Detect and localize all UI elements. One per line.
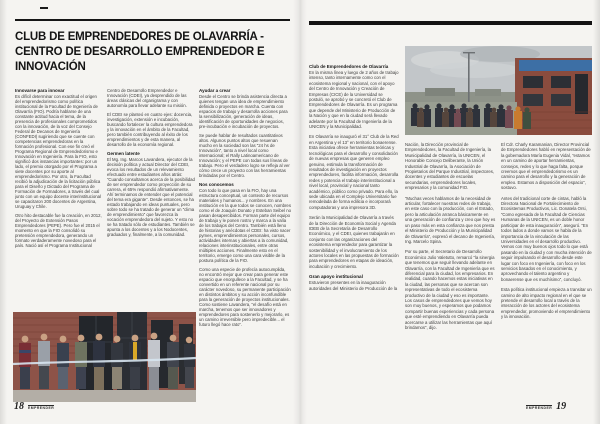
right-column-1 (309, 64, 399, 296)
body-text: Antes del tradicional corte de cintas, habló la Directora Nacional de Fortalecimiento de Ecosistemas Productivos, Lic. Donatela Orsi, “Como egresada de la Facultad de Ciencias Humanas de la UNICEN, es un doble honor participar de esta inauguración”, aseguró. “En todos lados a donde vamos se habla de la importancia de la vinculación de las Universidades en el desarrollo productivo. Vemos con muy buenos ojos todo lo que está pasando en la ciudad y con mucha intención de seguir impulsando el desarrollo desde este lugar con foco en Ingeniería, con foco en los servicios basados en el conocimiento, y aprovechando el talento argentino y bonaerense que es muchísimo”, concluyó. (501, 195, 592, 282)
body-text: Serán la Municipalidad de Olavarría a través de la Dirección de Economía Social y Agenda IDEB de la Secretaría de Desarrollo Económico, y el CDEI, quienes trabajarán en conjunto con las organizaciones del ecosistema emprendedor para garantizar la sostenibilidad y el involucramiento de los actores locales en las propuestas de formación para emprendedores en etapas de ideación, incubación y crecimiento. (309, 215, 399, 269)
magazine-logo: EMPRENDER (28, 406, 55, 411)
left-column-2 (107, 88, 195, 241)
body-text: Con todo lo que pasa en la FIO, hay una estructura conceptual, un contexto de recursos materiales y humanos... y nombres. En una institución en la que todos se conocen, nombres como el de Joaquín Donato y Esteban Seibel no pasan desapercibidos. Forman parte del equipo de trabajo y le ponen rostro y marca a la valía de los trabajos del Centro. También está lleno de historias y anécdotas el CDEI: ha visto nacer pymes, emprendimientos personales, cursos, actividades internas y abiertas a la comunidad, relaciones interinstitucionales, entre otras múltiples acciones. Finalmente esto en el territorio, emerge como una cara visible de la postura política de la FIO. (199, 188, 291, 263)
body-text: Otro hito destacable fue la creación, en 2012, del Proyecto de Extensión Pasos Emprendedores (PEPE). Pero fue el 2015 el momento en que la FIO consolidó su pretensión emprendedora, generando un formato verdaderamente novedoso para el país. Nació así el Programa Institucional (15, 213, 102, 248)
body-text: Estuvieron presentes en la inauguración autoridades del Ministerio de Producción de la (309, 280, 398, 291)
left-column-1 (15, 88, 103, 252)
body-text: El Mg. Ing. Marcos Lavandera, ejecutor de la decisión política y actual Director del CDEI, evoca los resultados de un relevamiento efectuado entre estudiantes años atrás: “Cuando consultamos acerca de la posibilidad de ser emprendedor como proyección de su carrera, el 65% respondió afirmativamente. Ahí terminamos de entender que el potencial del tema era gigante”. Desde entonces, se ha estado trabajando en ideas puntuales, pero sobre todo se ha tratado de generar un “clima de emprendimiento” que favorezca la vocación emprendedora del sujeto. Y esto no se ha tratado sólo de estudiantes. También se apunta a los docentes y a los Nodocentes, graduados y, finalmente, a la comunidad. (107, 157, 195, 237)
ribbon-cutting-photo (13, 312, 196, 402)
right-column-3 (501, 142, 592, 325)
section-heading: Germen latente (107, 151, 140, 156)
body-text: Es difícil determinar con exactitud el origen del emprendedorismo como política institucional de la Facultad de Ingeniería de Olavarría (FIO). Podría hablarse de una constante actitud hacia el tema, de la presencia de profesionales comprometidos con la innovación, de la voz del Consejo Federal de Decanos de Ingeniería (CONFEDI) sugiriendo que se cuente con competencias emprendedoras en la formación profesional. Con ese fin creó el Programa Regional de Emprendedorismo e Innovación en Ingeniería. Para la FIO, esto significó dos instancias importantes: por un lado, el premio otorgado por el Programa a siete docentes por su aporte al emprendedorismo. Por otro, la Facultad recibió la adjudicación de la licitación pública para el Diseño y Dictado del Programa de Formación de Formadores, a través del cual junto con un equipo docente interinstitucional se capacitaron 200 docentes de Argentina, Uruguay y Chile. (15, 94, 101, 209)
body-text: En la misma línea y luego de 2 años de trabajo intenso, tanto internamente como con el ecosistema regional y nacional, con el apoyo del Centro de Innovación y Creación de Empresas (CICE) de la Universidad se postuló, se aprobó y se concretó el Club de Emprendedores de Olavarría. Es un programa que depende del Ministerio de Producción de la Nación y que en la ciudad será llevado adelante por la Facultad de Ingeniería de la UNICEN y la Municipalidad. (309, 70, 399, 130)
top-bar (309, 21, 592, 25)
body-text: El Cdr. Charly Karamanian, Director Provincial de Emprendedores habló en representación de la gobernadora María Eugenia Vidal, “estamos en un camino de aportar herramientas, consejos, redes y lo que haga falta, porque creemos que el emprendedorismo es un camino para el desarrollo y la generación de empleo. Estamos a disposición del espacio”, sostuvo. (501, 142, 591, 191)
body-text: Por su parte, el Secretario de Desarrollo Económico Julio Valetutto, remarcó “la sinergia que tenemos que seguir llevando adelante en Olavarría, con la Facultad de Ingeniería que es diferencial para la ciudad, los empresarios. En realidad, cuando hacemos estas iniciativas en la ciudad, las personas que se acercan son representativas de todo el ecosistema productivo de la ciudad y eso es importante. Los casos de emprendedores que vemos hoy son muy buenos, y esperamos que podamos compartir buenas experiencias y cada persona que esté emprendiendo en Olavarría pueda acercarse a utilizar las herramientas que aquí brindamos”, dijo. (405, 249, 495, 330)
section-heading: Innovarse para innovar (15, 88, 65, 93)
top-rule (15, 19, 290, 21)
body-text: “Muchas veces hablamos de la necesidad de articular, fortalecer nuestras redes de trabajo, en este caso con la producción, con el Estado, pero la articulación arranca básicamente en una generación de confianza y creo que hoy es un paso más en esta confianza que nos presta el Ministerio de Producción y la Municipalidad de Olavarría”, expresó el decano de Ingeniería, Ing. Marcelo Spina. (405, 195, 496, 244)
body-text: Nación, la Dirección provincial de Emprendedores, la Facultad de Ingeniería, la Municipalidad de Olavarría, la UNICEN, el Honorable Concejo Deliberante, la Unión Industrial de Olavarría, la Asociación de Propietarios del Parque Industrial, inspectores, docentes y estudiantes de escuelas secundarias, emprendedores locales, empresarios y la comunidad FIO. (405, 142, 495, 191)
body-text: Desde el Centro se brinda asistencia directa a quienes tengan una idea de emprendimiento definida o proyectos en marcha. Cuenta con espacios de trabajo y desarrolla acciones para la sensibilización, generación de ideas, identificación de oportunidades de negocios, pre-incubación e incubación de proyectos. (199, 94, 288, 129)
page-number: 18 (14, 401, 24, 412)
body-text: Como una especie de profecía autocumplida, no encontró mejor que crear para generar este espacio que enorgullece a la Facultad, y se ha convertido en un referente nacional por su carácter novedoso, su permanente participación en distintos ámbitos y su acción inconfundible para la generación de proyectos institucionales. Como sostiene Lavandera, “el desafío está en marcha, tenemos que ser innovadores y emprendedores para sostenerlo y mejorarlo, es un camino irreversible pero impredecible... el futuro llegó hace rato”. (199, 267, 291, 327)
page-gutter (293, 0, 307, 424)
club-heading: Club de Emprendedores de Olavarría (309, 64, 389, 69)
magazine-logo: EMPRENDER (526, 406, 553, 411)
right-column-2 (405, 142, 496, 335)
article-title: CLUB DE EMPRENDEDORES DE OLAVARRÍA - CENTRO DE DESARROLLO EMPRENDEDOR E INNOVACIÓN (15, 31, 265, 74)
left-column-3 (199, 88, 291, 331)
page-edge-right (593, 0, 600, 424)
inauguration-crowd-photo (405, 46, 592, 135)
body-text: Esta política institucional empieza a transitar un camino de alto impacto regional en el que se pretende el desarrollo local a través de la interacción de los actores del ecosistema emprendedor, promoviendo el emprendimiento y la innovación. (501, 287, 592, 320)
body-text: El CDEI se planteó en cuatro ejes: docencia, investigación, extensión e incubación, buscando fortalecer la cultura emprendedora y la innovación en el ámbito de la Facultad, pero también contribuyendo al éxito de los emprendimientos y de esta manera, al desarrollo de la economía regional. (107, 112, 193, 147)
section-heading: Gran apoyo institucional (309, 274, 363, 280)
crop-mark (40, 7, 48, 9)
body-text: En Olavarría se inauguró el 31° Club de la Red en Argentina y el 13° en territorio bonaerense. Esta iniciativa ofrece herramientas teóricas y tecnológicas para el desarrollo y consolidación de nuevas empresas que generen empleo genuino, estimula la transformación de resultados de investigación en proyectos emprendedores, facilita información, desarrolla redes y potencia el trabajo interinstitucional a nivel local, provincial y nacional tanto académico, público como privado. Para ello, la sede ubicada en el Complejo Universitario fue remodelada de forma edilicia e incorporará computadoras y una impresora 3D. (309, 134, 399, 210)
page-footer-right (526, 402, 566, 412)
body-text: Se puede hablar de resultados cuantitativos altos. Algunos puntos altos que resuenan mucho en la sociedad son las “24 hs de Innovación”, tanto a nivel local como internacional; el Rally Latinoamericano de Innovación; y el PEPE con todas sus líneas de trabajo. Pero el verdadero logro se refleja al ver cómo crece un proyecto con las herramientas brindadas por el Centro. (199, 133, 290, 178)
body-text: Centro de Desarrollo Emprendedor e Innovación (CDEI), ya desprendido de las áreas clásicas del organigrama y con autonomía para llevar adelante su misión. (107, 88, 187, 108)
section-heading: Ayudar a crear (199, 88, 231, 93)
section-heading: Nos conocemos (199, 182, 234, 187)
page-footer-left (14, 402, 54, 412)
page-edge-left (0, 0, 7, 424)
page-number: 19 (556, 401, 567, 412)
